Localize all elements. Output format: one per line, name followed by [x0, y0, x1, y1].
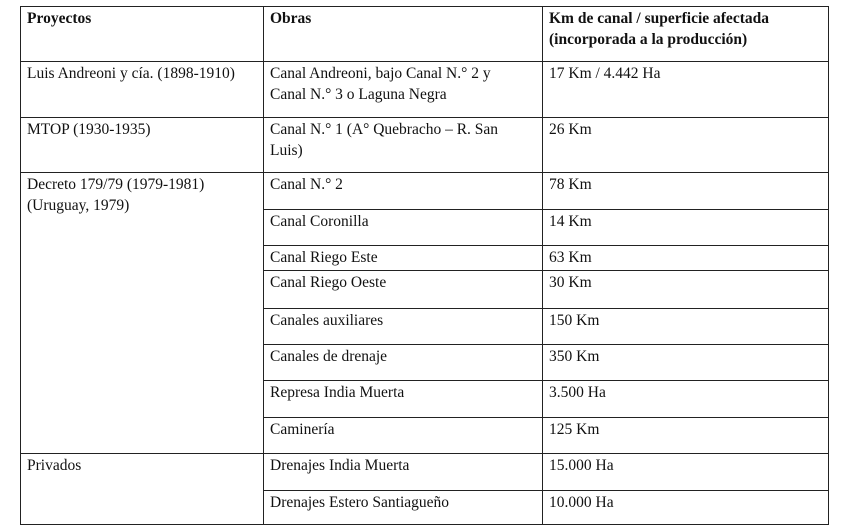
obra-cell: Canal Coronilla [264, 210, 543, 246]
km-cell: 10.000 Ha [543, 491, 829, 525]
km-cell: 125 Km [543, 418, 829, 454]
km-cell: 17 Km / 4.442 Ha [543, 62, 829, 118]
table-row [21, 173, 829, 210]
proyecto-text: Privados [27, 457, 82, 474]
km-cell: 26 Km [543, 118, 829, 173]
header-km [543, 7, 829, 62]
proyecto-cell [21, 118, 264, 173]
obra-cell: Drenajes Estero Santiagueño [264, 491, 543, 525]
obra-cell: Canal Riego Oeste [264, 271, 543, 309]
proyecto-cell [21, 454, 264, 525]
km-cell: 3.500 Ha [543, 381, 829, 418]
km-cell: 15.000 Ha [543, 454, 829, 491]
proyecto-cell [21, 62, 264, 118]
obra-cell: Canales auxiliares [264, 309, 543, 345]
obra-cell: Represa India Muerta [264, 381, 543, 418]
km-cell: 78 Km [543, 173, 829, 210]
header-km-line1: Km de canal / superficie afectada [549, 10, 769, 27]
km-cell: 150 Km [543, 309, 829, 345]
obra-cell: Canal N.° 2 [264, 173, 543, 210]
proyecto-cell [21, 173, 264, 454]
table-row [21, 62, 829, 118]
obra-cell [264, 118, 543, 173]
obra-cell: Drenajes India Muerta [264, 454, 543, 491]
proyecto-text: (Uruguay, 1979) [27, 197, 130, 214]
proyecto-text: MTOP (1930-1935) [27, 121, 151, 138]
header-row [21, 7, 829, 62]
obra-cell [264, 62, 543, 118]
km-cell: 30 Km [543, 271, 829, 309]
obra-cell: Canales de drenaje [264, 345, 543, 381]
header-km-line2: (incorporada a la producción) [549, 31, 748, 48]
obra-text: Canal N.° 3 o Laguna Negra [270, 86, 447, 103]
km-cell: 14 Km [543, 210, 829, 246]
obra-text: Luis) [270, 142, 303, 159]
km-cell: 350 Km [543, 345, 829, 381]
table-row [21, 454, 829, 491]
proyecto-text: Decreto 179/79 (1979-1981) [27, 176, 205, 193]
header-obras: Obras [264, 7, 543, 62]
km-cell: 63 Km [543, 246, 829, 271]
header-proyectos: Proyectos [21, 7, 264, 62]
table-row [21, 118, 829, 173]
obra-cell: Caminería [264, 418, 543, 454]
projects-table [20, 6, 829, 525]
proyecto-text: Luis Andreoni y cía. (1898-1910) [27, 65, 235, 82]
obra-cell: Canal Riego Este [264, 246, 543, 271]
obra-text: Canal Andreoni, bajo Canal N.° 2 y [270, 65, 491, 82]
obra-text: Canal N.° 1 (A° Quebracho – R. San [270, 121, 499, 138]
